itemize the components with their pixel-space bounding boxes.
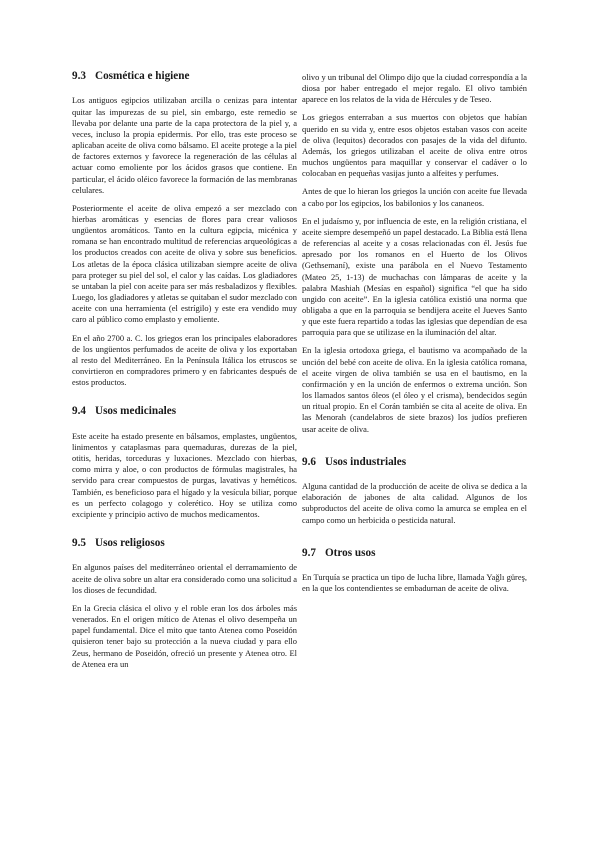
left-column xyxy=(72,70,297,677)
paragraph: En la Grecia clásica el olivo y el roble eran los dos árboles más venerados. En el origen mítico de Atenas el olivo desempeña un papel fundamental. Dice el mito que tanto Atenea como Poseidón quisieron tener bajo su protección a la nueva ciudad y para ello Zeus, hermano de Poseidón, ofreció un presente y Atenea otro. El de Atenea era un xyxy=(72,602,297,669)
section-title: Cosmética e higiene xyxy=(94,70,190,82)
section-title: Usos religiosos xyxy=(94,537,165,550)
section-number: 9.7 xyxy=(302,546,316,559)
paragraph: Antes de que lo hieran los griegos la unción con aceite fue llevada a cabo por los egipcios, los babilonios y los cananeos. xyxy=(302,186,527,208)
section-number: 9.6 xyxy=(302,455,316,468)
section-heading-9-6 xyxy=(302,456,527,469)
paragraph: Los antiguos egipcios utilizaban arcilla o cenizas para intentar quitar las impurezas de su piel, sin embargo, este remedio se llevaba por delante una parte de la capa protectora de la piel y, a veces, incluso la propia epidermis. Por ello, tras este proceso se aplicaban aceite de oliva como bálsamo. El aceite protege a la piel de factores externos y favorece la regeneración de las células al actuar como emoliente por los ácidos grasos que contiene. En particular, el ácido oléico favorece la formación de las membranas celulares. xyxy=(72,95,297,195)
paragraph: En la iglesia ortodoxa griega, el bautismo va acompañado de la unción del bebé con aceite de oliva. En la iglesia católica romana, el aceite virgen de oliva también se usa en el bautismo, en la confirmación y en la unción de enfermos o extrema unción. Son los llamados santos óleos (el óleo y el crisma), bendecidos según un ritual propio. En el Corán también se cita al aceite de oliva. En las Menorah (candelabros de siete brazos) los judíos prefieren usar aceite de oliva. xyxy=(302,345,527,434)
section-title: Usos medicinales xyxy=(94,405,177,418)
paragraph: olivo y un tribunal del Olimpo dijo que la ciudad correspondía a la diosa por haber entregado el mejor regalo. El olivo también aparece en los relatos de la vida de Hércules y de Teseo. xyxy=(302,72,527,105)
section-heading-9-5 xyxy=(72,537,297,550)
section-number: 9.5 xyxy=(72,537,86,550)
section-heading-9-4 xyxy=(72,405,297,418)
section-title: Otros usos xyxy=(324,546,376,559)
paragraph: En Turquía se practica un tipo de lucha libre, llamada Yağlı güreş, en la que los contendientes se embadurnan de aceite de oliva. xyxy=(302,572,527,594)
paragraph: En algunos países del mediterráneo oriental el derramamiento de aceite de oliva sobre un altar era considerado como una solicitud a los dioses de fecundidad. xyxy=(72,562,297,595)
paragraph: Este aceite ha estado presente en bálsamos, emplastes, ungüentos, linimentos y cataplasmas para quemaduras, durezas de la piel, otitis, heridas, torceduras y luxaciones. Mezclado con hierbas, como mirra y aloe, o con productos de fórmulas magistrales, ha servido para crear compuestos de purgas, lavativas y heméticos. También, es beneficioso para el hígado y la vesícula biliar, porque es un perfecto colagogo y colerético. Hoy se utiliza como excipiente y principio activo de muchos medicamentos. xyxy=(72,430,297,519)
section-heading-9-7 xyxy=(302,547,527,560)
paragraph: Posteriormente el aceite de oliva empezó a ser mezclado con hierbas aromáticas y esencias de flores para crear valiosos ungüentos aromáticos. Tanto en la cultura egipcia, micénica y romana se han encontrado multitud de referencias arqueológicas a los productos creados con aceite de oliva y sobre sus beneficios. Los atletas de la época clásica utilizaban siempre aceite de oliva para proteger su piel del sol, el calor y las caídas. Los gladiadores se untaban la piel con aceite para ser más resbaladizos y flexibles. Luego, los gladiadores y atletas se quitaban el sudor mezclado con aceite con una herramienta (el estrígilo) y este era vendido muy caro al público como emplasto y emoliente. xyxy=(72,202,297,325)
paragraph: En el judaísmo y, por influencia de este, en la religión cristiana, el aceite siempre desempeñó un papel destacado. La Biblia está llena de referencias al aceite y a cosas relacionadas con él. Jesús fue apresado por los romanos en el Huerto de los Olivos (Gethsemaní), existe una parábola en el Nuevo Testamento (Mateo 25, 1-13) de muchachas con lámparas de aceite y la palabra Mashiah (Mesías en español) significa “el que ha sido ungido con aceite”. En la iglesia católica existió una norma que obligaba a que en la parroquia se bendijera aceite el Jueves Santo y que este fuera repartido a todas las iglesias que dependían de esa parroquia para que se utilizase en la iluminación del altar. xyxy=(302,215,527,338)
section-title: Usos industriales xyxy=(324,455,407,468)
paragraph: Los griegos enterraban a sus muertos con objetos que habían querido en su vida y, entre esos objetos estaban vasos con aceite de oliva (lequitos) decorados con pasajes de la vida del difunto. Además, los griegos utilizaban el aceite de oliva entre otros muchos ungüentos para maquillar y conservar el cadáver o lo colocaban en pequeñas vasijas junto a alfeites y perfumes. xyxy=(302,112,527,179)
right-column xyxy=(302,72,527,602)
section-number: 9.3 xyxy=(72,70,86,82)
section-number: 9.4 xyxy=(72,405,86,418)
paragraph: Alguna cantidad de la producción de aceite de oliva se dedica a la elaboración de jabones de alta calidad. Algunos de los subproductos del aceite de oliva como la amurca se emplea en el campo como un herbicida o pesticida natural. xyxy=(302,481,527,525)
section-heading-9-3 xyxy=(72,70,297,83)
paragraph: En el año 2700 a. C. los griegos eran los principales elaboradores de los ungüentos perfumados de aceite de oliva y los exportaban al resto del Mediterráneo. En la Península Itálica los etruscos se convirtieron en compradores primero y en fabricantes después de estos productos. xyxy=(72,332,297,388)
